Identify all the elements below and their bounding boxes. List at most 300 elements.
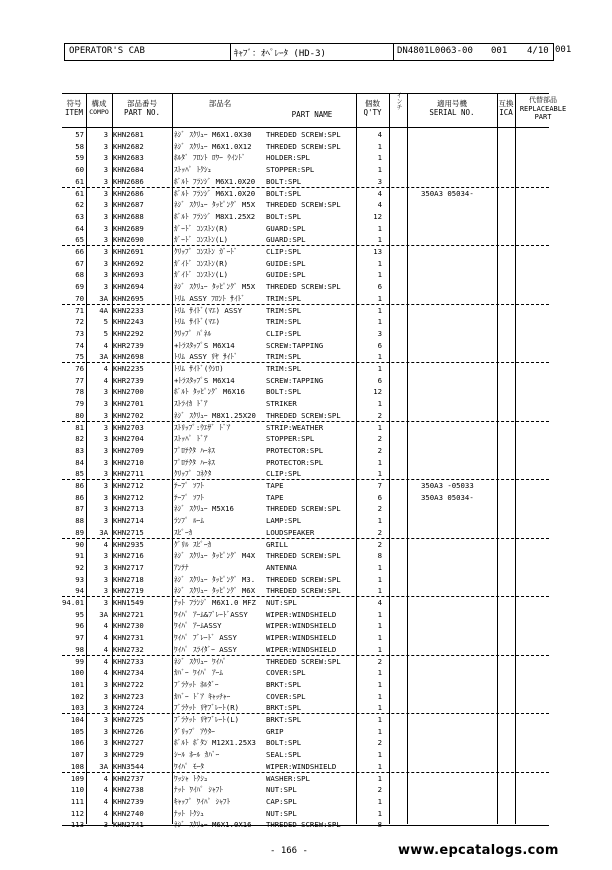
item-no: 86 bbox=[75, 492, 84, 502]
part-number: KHN2730 bbox=[113, 621, 144, 631]
part-number: KHN2682 bbox=[113, 141, 144, 151]
part-number: KHN2737 bbox=[113, 773, 144, 783]
part-number: KHN2687 bbox=[113, 200, 144, 210]
part-number: KHR2739 bbox=[113, 375, 144, 385]
jp-part-name: ﾜｲﾊﾟ ｱｰﾑ&ﾌﾞﾚｰﾄﾞASSY bbox=[174, 609, 248, 619]
jp-part-name: ﾎﾞﾙﾄ ﾌﾗﾝｼﾞ M8X1.25X2 bbox=[174, 211, 256, 221]
quantity: 2 bbox=[377, 410, 382, 420]
jp-part-name: ｶﾞｲﾄﾞ ｺﾝｽﾄﾝ(L) bbox=[174, 270, 229, 280]
compo: 4 bbox=[103, 375, 108, 385]
compo: 3 bbox=[103, 258, 108, 268]
part-number: KHN2709 bbox=[113, 445, 144, 455]
compo: 3 bbox=[103, 153, 108, 163]
item-no: 105 bbox=[70, 726, 84, 736]
part-name: SEAL:SPL bbox=[266, 750, 302, 760]
part-name: COVER:SPL bbox=[266, 691, 306, 701]
compo: 3 bbox=[103, 188, 108, 198]
item-no: 112 bbox=[70, 808, 84, 818]
part-name: HOLDER:SPL bbox=[266, 153, 310, 163]
part-number: KHN2692 bbox=[113, 258, 144, 268]
compo: 3 bbox=[103, 387, 108, 397]
item-no: 88 bbox=[75, 516, 84, 526]
compo: 3 bbox=[103, 176, 108, 186]
quantity: 8 bbox=[377, 820, 382, 830]
part-name: STRIP:WEATHER bbox=[266, 422, 324, 432]
col-head-inch: インチ bbox=[395, 92, 402, 110]
part-number: KHN2731 bbox=[113, 633, 144, 643]
group-separator bbox=[62, 538, 549, 539]
part-number: KHN2733 bbox=[113, 656, 144, 666]
col-head-compo: 構成 COMPO bbox=[89, 99, 109, 116]
revision: 001 bbox=[491, 46, 508, 56]
group-separator bbox=[62, 421, 549, 422]
compo: 3 bbox=[103, 211, 108, 221]
quantity: 6 bbox=[377, 375, 382, 385]
section-title: OPERATOR'S CAB bbox=[69, 46, 145, 56]
compo: 3 bbox=[103, 750, 108, 760]
group-separator bbox=[62, 479, 549, 480]
part-number: KHN2727 bbox=[113, 738, 144, 748]
item-no: 103 bbox=[70, 703, 84, 713]
item-no: 78 bbox=[75, 387, 84, 397]
quantity: 1 bbox=[377, 644, 382, 654]
part-name: BRKT:SPL bbox=[266, 679, 302, 689]
item-no: 111 bbox=[70, 796, 84, 806]
part-name: BOLT:SPL bbox=[266, 211, 302, 221]
part-name: THREDED SCREW:SPL bbox=[266, 586, 341, 596]
jp-part-name: ｸﾞﾘﾙ ｽﾋﾟｰｶ bbox=[174, 539, 212, 549]
part-name: BOLT:SPL bbox=[266, 387, 302, 397]
part-name: STOPPER:SPL bbox=[266, 165, 315, 175]
item-no: 84 bbox=[75, 457, 84, 467]
compo: 4 bbox=[103, 633, 108, 643]
quantity: 4 bbox=[377, 200, 382, 210]
jp-part-name: ｸﾘｯﾌﾟ ﾊﾟﾈﾙ bbox=[174, 328, 212, 338]
jp-part-name: ｸﾘｯﾌﾟ ｺﾝｽﾄﾝ ｶﾞｰﾄﾞ bbox=[174, 247, 238, 256]
col-divider bbox=[497, 93, 498, 824]
jp-part-name: ｶﾞｰﾄﾞ ｺﾝｽﾄﾝ(R) bbox=[174, 223, 229, 233]
part-number: KHN2713 bbox=[113, 504, 144, 514]
item-no: 83 bbox=[75, 445, 84, 455]
part-number: KHN2243 bbox=[113, 317, 144, 327]
compo: 3 bbox=[103, 598, 108, 607]
catalog-code: DN4801L0063-00 bbox=[397, 46, 473, 56]
part-name: COVER:SPL bbox=[266, 668, 306, 678]
part-name: WIPER:WINDSHIELD bbox=[266, 761, 337, 771]
part-name: TRIM:SPL bbox=[266, 317, 302, 327]
part-number: KHN2710 bbox=[113, 457, 144, 467]
part-number: KHN2702 bbox=[113, 410, 144, 420]
quantity: 1 bbox=[377, 364, 382, 373]
part-number: KHN2718 bbox=[113, 574, 144, 584]
quantity: 1 bbox=[377, 586, 382, 596]
col-head-part-name: PART NAME bbox=[291, 110, 333, 119]
part-name: STRIKER bbox=[266, 399, 297, 409]
part-name: LAMP:SPL bbox=[266, 516, 302, 526]
item-no: 91 bbox=[75, 551, 84, 561]
item-no: 72 bbox=[75, 317, 84, 327]
item-no: 90 bbox=[75, 539, 84, 549]
compo: 4 bbox=[103, 364, 108, 373]
quantity: 1 bbox=[377, 317, 382, 327]
part-name: GRIP bbox=[266, 726, 284, 736]
jp-part-name: +ﾄﾗｽﾀｯﾌﾟS M6X14 bbox=[174, 375, 235, 385]
document-header bbox=[64, 43, 554, 61]
jp-part-name: ﾎﾞﾙﾄ ﾌﾗﾝｼﾞ M6X1.0X20 bbox=[174, 176, 256, 186]
part-name: NUT:SPL bbox=[266, 598, 297, 607]
part-number: KHN2725 bbox=[113, 715, 144, 724]
quantity: 1 bbox=[377, 399, 382, 409]
item-no: 85 bbox=[75, 469, 84, 479]
compo: 3 bbox=[103, 492, 108, 502]
quantity: 1 bbox=[377, 293, 382, 303]
quantity: 1 bbox=[377, 270, 382, 280]
item-no: 106 bbox=[70, 738, 84, 748]
quantity: 1 bbox=[377, 679, 382, 689]
quantity: 2 bbox=[377, 738, 382, 748]
part-name: THREDED SCREW:SPL bbox=[266, 551, 341, 561]
item-no: 108 bbox=[70, 761, 84, 771]
compo: 3 bbox=[103, 504, 108, 514]
part-number: KHN2726 bbox=[113, 726, 144, 736]
quantity: 7 bbox=[377, 481, 382, 490]
jp-part-name: ｸﾘｯﾌﾟ ｺﾈｸﾀ bbox=[174, 469, 212, 479]
compo: 3 bbox=[103, 562, 108, 572]
item-no: 67 bbox=[75, 258, 84, 268]
part-name: TRIM:SPL bbox=[266, 305, 302, 315]
quantity: 1 bbox=[377, 726, 382, 736]
part-number: KHN2716 bbox=[113, 551, 144, 561]
compo: 3 bbox=[103, 481, 108, 490]
item-no: 94 bbox=[75, 586, 84, 596]
quantity: 1 bbox=[377, 715, 382, 724]
item-no: 61 bbox=[75, 188, 84, 198]
part-name: CLIP:SPL bbox=[266, 247, 302, 256]
quantity: 1 bbox=[377, 750, 382, 760]
header-suffix: 001 bbox=[555, 45, 572, 55]
col-head-qty: 個数 Q'TY bbox=[363, 99, 382, 117]
col-head-ica: 互換 ICA bbox=[498, 99, 514, 117]
quantity: 1 bbox=[377, 153, 382, 163]
part-name: WASHER:SPL bbox=[266, 773, 310, 783]
part-name: NUT:SPL bbox=[266, 808, 297, 818]
quantity: 12 bbox=[373, 211, 382, 221]
jp-part-name: ﾄﾘﾑ ｻｲﾄﾞ(ﾏｴ) bbox=[174, 317, 221, 327]
jp-part-name: ﾈｼﾞ ｽｸﾘｭｰ M8X1.25X20 bbox=[174, 410, 256, 420]
part-name: TRIM:SPL bbox=[266, 364, 302, 373]
part-name: THREDED SCREW:SPL bbox=[266, 141, 341, 151]
jp-part-name: ﾈｼﾞ ｽｸﾘｭｰ ﾀｯﾋﾟﾝｸﾞ M6X bbox=[174, 586, 256, 596]
part-number: KHN2693 bbox=[113, 270, 144, 280]
part-number: KHN2703 bbox=[113, 422, 144, 432]
part-number: KHN2698 bbox=[113, 352, 144, 362]
jp-part-name: ﾃｰﾌﾟ ｿﾌﾄ bbox=[174, 492, 204, 502]
col-divider bbox=[407, 93, 408, 824]
quantity: 1 bbox=[377, 223, 382, 233]
quantity: 1 bbox=[377, 761, 382, 771]
item-no: 102 bbox=[70, 691, 84, 701]
jp-part-name: ﾌﾞﾗｹｯﾄ ﾘﾔﾌﾞﾚｰﾄ(L) bbox=[174, 715, 240, 724]
part-name: WIPER:WINDSHIELD bbox=[266, 633, 337, 643]
compo: 3 bbox=[103, 738, 108, 748]
jp-part-name: ｽﾄｯﾊﾟ ﾄｸｼｭ bbox=[174, 165, 212, 175]
item-no: 107 bbox=[70, 750, 84, 760]
page-number: - 166 - bbox=[270, 846, 308, 856]
compo: 3 bbox=[103, 200, 108, 210]
compo: 3 bbox=[103, 282, 108, 292]
jp-part-name: ﾄﾘﾑ ASSY ﾌﾛﾝﾄ ｻｲﾄﾞ bbox=[174, 293, 245, 303]
part-number: KHN2723 bbox=[113, 691, 144, 701]
jp-part-name: ﾈｼﾞ ｽｸﾘｭｰ ﾀｯﾋﾟﾝｸﾞ M5X bbox=[174, 282, 256, 292]
compo: 3 bbox=[103, 422, 108, 432]
part-number: KHN2738 bbox=[113, 785, 144, 795]
part-name: CLIP:SPL bbox=[266, 328, 302, 338]
item-no: 74 bbox=[75, 340, 84, 350]
jp-part-name: ｶﾞｰﾄﾞ ｺﾝｽﾄﾝ(L) bbox=[174, 235, 229, 245]
part-number: KHN2935 bbox=[113, 539, 144, 549]
part-number: KHN2729 bbox=[113, 750, 144, 760]
jp-part-name: ﾅｯﾄ ﾌﾗﾝｼﾞ M6X1.0 MFZ bbox=[174, 598, 256, 607]
col-head-item: 符号 ITEM bbox=[64, 99, 84, 117]
jp-part-name: ｸﾞﾘｯﾌﾟ ｱｳﾀｰ bbox=[174, 726, 215, 736]
quantity: 1 bbox=[377, 562, 382, 572]
part-name: BRKT:SPL bbox=[266, 703, 302, 713]
quantity: 4 bbox=[377, 130, 382, 139]
group-separator bbox=[62, 596, 549, 597]
item-no: 101 bbox=[70, 679, 84, 689]
jp-part-name: ｽﾄｯﾊﾟ ﾄﾞｱ bbox=[174, 434, 208, 444]
item-no: 104 bbox=[70, 715, 84, 724]
jp-part-name: ｶﾊﾞｰ ﾄﾞｱ ｷｬｯﾁｬｰ bbox=[174, 691, 231, 701]
part-name: THREDED SCREW:SPL bbox=[266, 200, 341, 210]
item-no: 89 bbox=[75, 527, 84, 537]
quantity: 1 bbox=[377, 457, 382, 467]
part-name: THREDED SCREW:SPL bbox=[266, 574, 341, 584]
compo: 3 bbox=[103, 586, 108, 596]
part-number: KHN2715 bbox=[113, 527, 144, 537]
jp-part-name: ﾗﾝﾌﾟ ﾙｰﾑ bbox=[174, 516, 204, 526]
item-no: 77 bbox=[75, 375, 84, 385]
quantity: 3 bbox=[377, 328, 382, 338]
compo: 3 bbox=[103, 445, 108, 455]
divider bbox=[230, 44, 231, 60]
group-separator bbox=[62, 362, 549, 363]
jp-part-name: ﾌﾟﾛﾃｸﾀ ﾊｰﾈｽ bbox=[174, 445, 215, 455]
part-number: KHN2722 bbox=[113, 679, 144, 689]
item-no: 64 bbox=[75, 223, 84, 233]
compo: 3 bbox=[103, 551, 108, 561]
part-number: KHN2721 bbox=[113, 609, 144, 619]
item-no: 92 bbox=[75, 562, 84, 572]
part-number: KHN2701 bbox=[113, 399, 144, 409]
compo: 3 bbox=[103, 434, 108, 444]
quantity: 1 bbox=[377, 773, 382, 783]
item-no: 82 bbox=[75, 434, 84, 444]
part-name: WIPER:WINDSHIELD bbox=[266, 644, 337, 654]
item-no: 96 bbox=[75, 621, 84, 631]
jp-part-name: ﾈｼﾞ ｽｸﾘｭｰ ﾀｯﾋﾟﾝｸﾞ M5X bbox=[174, 200, 256, 210]
jp-part-name: ﾌﾟﾛﾃｸﾀ ﾊｰﾈｽ bbox=[174, 457, 215, 467]
part-name: LOUDSPEAKER bbox=[266, 527, 315, 537]
part-number: KHN2695 bbox=[113, 293, 144, 303]
part-number: KHR2739 bbox=[113, 340, 144, 350]
jp-part-name: ｽﾋﾟｰｶ bbox=[174, 527, 193, 537]
compo: 3A bbox=[99, 609, 108, 619]
item-no: 95 bbox=[75, 609, 84, 619]
item-no: 57 bbox=[75, 130, 84, 139]
item-no: 93 bbox=[75, 574, 84, 584]
part-number: KHN2740 bbox=[113, 808, 144, 818]
quantity: 6 bbox=[377, 492, 382, 502]
jp-part-name: ﾅｯﾄ ﾜｲﾊﾟ ｼｬﾌﾄ bbox=[174, 785, 223, 795]
col-divider bbox=[172, 93, 173, 824]
compo: 4 bbox=[103, 621, 108, 631]
col-head-replaceable: 代替部品 REPLACEABLE PART bbox=[519, 96, 567, 121]
quantity: 2 bbox=[377, 504, 382, 514]
group-separator bbox=[62, 713, 549, 714]
quantity: 1 bbox=[377, 235, 382, 245]
quantity: 1 bbox=[377, 352, 382, 362]
part-number: KHN2690 bbox=[113, 235, 144, 245]
item-no: 68 bbox=[75, 270, 84, 280]
item-no: 70 bbox=[75, 293, 84, 303]
jp-part-name: ﾈｼﾞ ｽｸﾘｭｰ M6X1.0X12 bbox=[174, 141, 252, 151]
quantity: 1 bbox=[377, 305, 382, 315]
part-name: PROTECTOR:SPL bbox=[266, 457, 324, 467]
compo: 4 bbox=[103, 808, 108, 818]
compo: 3 bbox=[103, 410, 108, 420]
quantity: 3 bbox=[377, 176, 382, 186]
item-no: 100 bbox=[70, 668, 84, 678]
part-name: THREDED SCREW:SPL bbox=[266, 130, 341, 139]
part-name: NUT:SPL bbox=[266, 785, 297, 795]
item-no: 97 bbox=[75, 633, 84, 643]
compo: 3A bbox=[99, 527, 108, 537]
part-number: KHN2711 bbox=[113, 469, 144, 479]
col-divider bbox=[515, 93, 516, 824]
part-number: KHN2684 bbox=[113, 165, 144, 175]
quantity: 1 bbox=[377, 165, 382, 175]
compo: 3 bbox=[103, 247, 108, 256]
quantity: 1 bbox=[377, 258, 382, 268]
group-separator bbox=[62, 304, 549, 305]
quantity: 2 bbox=[377, 527, 382, 537]
compo: 4 bbox=[103, 785, 108, 795]
quantity: 1 bbox=[377, 516, 382, 526]
item-no: 87 bbox=[75, 504, 84, 514]
part-number: KHN1549 bbox=[113, 598, 144, 607]
jp-part-name: ﾎﾞﾙﾄ ﾎﾞﾀﾝ M12X1.25X3 bbox=[174, 738, 256, 748]
item-no: 60 bbox=[75, 165, 84, 175]
compo: 3 bbox=[103, 235, 108, 245]
group-separator bbox=[62, 655, 549, 656]
website-watermark: www.epcatalogs.com bbox=[398, 843, 559, 858]
part-name: BOLT:SPL bbox=[266, 188, 302, 198]
jp-part-name: +ﾄﾗｽﾀｯﾌﾟS M6X14 bbox=[174, 340, 235, 350]
part-name: THREDED SCREW:SPL bbox=[266, 820, 341, 830]
jp-part-name: ﾎﾞﾙﾄ ﾀｯﾋﾟﾝｸﾞ M6X16 bbox=[174, 387, 245, 397]
quantity: 2 bbox=[377, 785, 382, 795]
compo: 4 bbox=[103, 668, 108, 678]
part-number: KHN2712 bbox=[113, 481, 144, 490]
part-number: KHN2732 bbox=[113, 644, 144, 654]
compo: 5 bbox=[103, 317, 108, 327]
item-no: 75 bbox=[75, 352, 84, 362]
part-name: WIPER:WINDSHIELD bbox=[266, 609, 337, 619]
quantity: 1 bbox=[377, 621, 382, 631]
compo: 4 bbox=[103, 644, 108, 654]
jp-part-name: ﾄﾘﾑ ｻｲﾄﾞ(ﾏｴ) ASSY bbox=[174, 305, 242, 315]
part-number: KHN2712 bbox=[113, 492, 144, 502]
part-number: KHN2691 bbox=[113, 247, 144, 256]
serial-range: 350A3 05034- bbox=[421, 492, 474, 502]
part-number: KHN2700 bbox=[113, 387, 144, 397]
jp-part-name: ﾎﾞﾙﾄ ﾌﾗﾝｼﾞ M6X1.0X20 bbox=[174, 188, 256, 198]
jp-part-name: ﾌﾞﾗｹｯﾄ ﾘﾔﾌﾞﾚｰﾄ(R) bbox=[174, 703, 240, 713]
part-name: THREDED SCREW:SPL bbox=[266, 504, 341, 514]
part-name: THREDED SCREW:SPL bbox=[266, 656, 341, 666]
group-separator bbox=[62, 187, 549, 188]
item-no: 76 bbox=[75, 364, 84, 373]
jp-title: ｷｬﾌﾞ：ｵﾍﾟﾚｰﾀ (HD-3) bbox=[234, 49, 326, 59]
jp-part-name: ﾜｯｼｬ ﾄｸｼｭ bbox=[174, 773, 208, 783]
quantity: 1 bbox=[377, 808, 382, 818]
jp-part-name: ﾅｯﾄ ﾄｸｼｭ bbox=[174, 808, 204, 818]
compo: 3 bbox=[103, 469, 108, 479]
quantity: 1 bbox=[377, 609, 382, 619]
part-name: TAPE bbox=[266, 481, 284, 490]
jp-part-name: ﾈｼﾞ ｽｸﾘｭｰ ﾀｯﾋﾟﾝｸﾞ M3. bbox=[174, 574, 256, 584]
jp-part-name: ｶﾞｲﾄﾞ ｺﾝｽﾄﾝ(R) bbox=[174, 258, 229, 268]
compo: 3A bbox=[99, 352, 108, 362]
part-number: KHN2686 bbox=[113, 188, 144, 198]
part-name: TAPE bbox=[266, 492, 284, 502]
jp-part-name: ﾄﾘﾑ ASSY ﾘﾔ ｻｲﾄﾞ bbox=[174, 352, 238, 362]
compo: 4 bbox=[103, 656, 108, 666]
compo: 3A bbox=[99, 761, 108, 771]
item-no: 73 bbox=[75, 328, 84, 338]
compo: 3 bbox=[103, 726, 108, 736]
serial-range: 350A3 05034- bbox=[421, 188, 474, 198]
compo: 3 bbox=[103, 820, 108, 830]
jp-part-name: ﾈｼﾞ ｽｸﾘｭｰ M6X1.0X30 bbox=[174, 130, 252, 139]
item-no: 63 bbox=[75, 211, 84, 221]
part-number: KHN2686 bbox=[113, 176, 144, 186]
jp-part-name: ﾃｰﾌﾟ ｿﾌﾄ bbox=[174, 481, 204, 490]
item-no: 58 bbox=[75, 141, 84, 151]
part-number: KHN2233 bbox=[113, 305, 144, 315]
quantity: 2 bbox=[377, 539, 382, 549]
part-number: KHN2724 bbox=[113, 703, 144, 713]
item-no: 59 bbox=[75, 153, 84, 163]
jp-part-name: ｽﾄﾗｲｶ ﾄﾞｱ bbox=[174, 399, 208, 409]
part-number: KHN2704 bbox=[113, 434, 144, 444]
quantity: 1 bbox=[377, 422, 382, 432]
part-number: KHN2717 bbox=[113, 562, 144, 572]
serial-range: 350A3 -05033 bbox=[421, 481, 474, 490]
item-no: 113 bbox=[70, 820, 84, 830]
jp-part-name: ﾈｼﾞ ｽｸﾘｭｰ ﾀｯﾋﾟﾝｸﾞ M4X bbox=[174, 551, 256, 561]
jp-part-name: ｷｬｯﾌﾟ ﾜｲﾊﾟ ｼｬﾌﾄ bbox=[174, 796, 231, 806]
jp-part-name: ｶﾊﾞｰ ﾜｲﾊﾟ ｱｰﾑ bbox=[174, 668, 223, 678]
group-separator bbox=[62, 245, 549, 246]
quantity: 12 bbox=[373, 387, 382, 397]
item-no: 65 bbox=[75, 235, 84, 245]
col-head-jname: 部品名 bbox=[208, 99, 232, 108]
jp-part-name: ﾜｲﾊﾟ ﾌﾞﾚｰﾄﾞ ASSY bbox=[174, 633, 237, 643]
quantity: 6 bbox=[377, 282, 382, 292]
compo: 3 bbox=[103, 457, 108, 467]
